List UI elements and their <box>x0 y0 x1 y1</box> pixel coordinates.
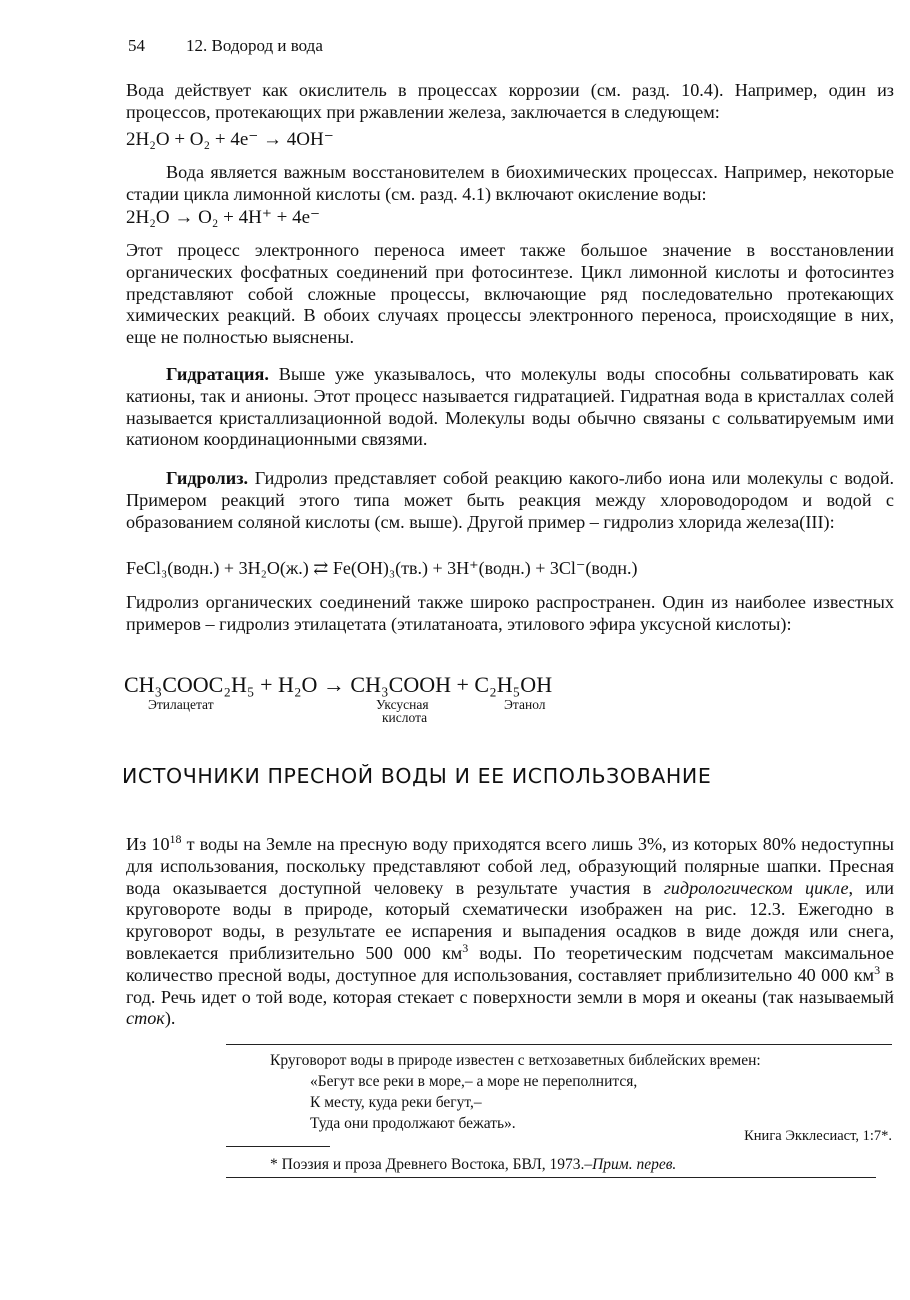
fresh-water-term-hydrologic-cycle: гидрологическом цикле <box>663 877 849 898</box>
paragraph-reducer: Вода является важным восстановителем в биохимических процессах. Например, некоторые стадии цикла лимонной кислоты (см. разд. 4.1) включают окисление воды: <box>126 162 894 204</box>
equation-iron-chloride-hydrolysis: FeCl₃(водн.) + 3H₂O(ж.) ⇄ Fe(OH)₃(тв.) + 3H⁺(водн.) + 3Cl⁻(водн.) <box>126 558 638 578</box>
fresh-water-text-h: ). <box>164 1008 176 1029</box>
fresh-water-sup-d: 3 <box>462 940 469 955</box>
equation-corrosion: 2H₂O + O₂ + 4e⁻ → 4OH⁻ <box>126 129 334 150</box>
paragraph-hydrolysis <box>126 468 894 533</box>
epigraph-line-1: «Бегут все реки в море,– а море не переполнится, <box>310 1073 638 1090</box>
epigraph-line-2: К месту, куда реки бегут,– <box>310 1094 482 1111</box>
fresh-water-term-runoff: сток <box>126 1008 165 1029</box>
paragraph-organic-hydrolysis: Гидролиз органических соединений также широко распространен. Один из наиболее известных примеров – гидролиз этилацетата (этилатаноата, этилового эфира уксусной кислоты): <box>126 592 894 634</box>
paragraph-corrosion: Вода действует как окислитель в процессах коррозии (см. разд. 10.4). Например, один из процессов, протекающих при ржавлении железа, заключается в следующем: <box>126 80 894 122</box>
fresh-water-text-a: Из 10 <box>126 834 170 854</box>
fresh-water-text-e: воды. По теоретическим подсчетам максимальное количество пресной воды, доступное для использования, составляет приблизительно 40 000 км <box>126 942 894 985</box>
fresh-water-text-d: , или круговороте воды в природе, который схематически изображен на рис. 12.3. Ежегодно в круговорот воды, в результате ее испарения и выпадения осадков в виде дождя или снега, вовлекается приблизительно 500 000 км <box>126 877 895 963</box>
equation-ethyl-acetate-hydrolysis: CH₃COOC₂H₅ + H₂O → CH₃COOH + C₂H₅OH <box>124 672 553 697</box>
epigraph-top-rule <box>226 1044 892 1045</box>
label-acetic-acid-line2: кислота <box>382 710 428 725</box>
fresh-water-sup-e: 3 <box>874 962 881 977</box>
running-title: 12. Водород и вода <box>186 36 323 55</box>
hydration-text: Выше уже указывалось, что молекулы воды способны сольватировать как катионы, так и анионы. Этот процесс называется гидратацией. Гидратная вода в кристаллах солей называется кристаллизационной водой. Молекулы воды обычно связаны с сольватируемым ими катионом координационными связями. <box>126 364 894 450</box>
footnote <box>270 1154 676 1175</box>
fresh-water-text-b: т воды на Земле на пресную воду приходятся всего лишь 3%, из которых 80% недоступны для использования, поскольку представляют собой лед, образующий полярные шапки. Пресная вода оказывается доступной человеку в результате участия в <box>126 834 894 898</box>
fresh-water-text-f: в год. Речь идет о той воде, которая стекает с поверхности земли в моря и океаны (так называемый <box>126 964 895 1007</box>
epigraph-bottom-rule <box>226 1177 876 1178</box>
fresh-water-sup-a: 18 <box>169 831 182 846</box>
epigraph-line-3: Туда они продолжают бежать». <box>310 1115 516 1132</box>
equation-water-oxidation: 2H₂O → O₂ + 4H⁺ + 4e⁻ <box>126 207 321 228</box>
label-acetic-acid-line1: Уксусная <box>376 697 429 712</box>
footnote-text: * Поэзия и проза Древнего Востока, БВЛ, 1973.– <box>270 1156 593 1173</box>
hydrolysis-text: Гидролиз представляет собой реакцию какого-либо иона или молекулы с водой. Примером реакций этого типа может быть реакция между хлороводородом и водой с образованием соляной кислоты (см. выше). Другой пример – гидролиз хлорида железа(III): <box>126 468 894 532</box>
paragraph-electron-transfer: Этот процесс электронного переноса имеет также большое значение в восстановлении органических фосфатных соединений при фотосинтезе. Цикл лимонной кислоты и фотосинтез представляют собой сложные процессы, включающие ряд последовательно протекающих химических реакций. В обоих случаях процессы электронного переноса, происходящие в них, еще не полностью выяснены. <box>126 240 894 348</box>
hydration-title: Гидратация. <box>166 364 269 384</box>
running-header <box>128 36 323 56</box>
page-number: 54 <box>128 36 145 55</box>
label-ethanol: Этанол <box>504 697 546 712</box>
epigraph-intro: Круговорот воды в природе известен с ветхозаветных библейских времен: <box>270 1052 761 1069</box>
label-ethyl-acetate: Этилацетат <box>148 697 214 712</box>
paragraph-fresh-water <box>126 831 895 1030</box>
footnote-separator <box>226 1146 330 1147</box>
footnote-translator-note: Прим. перев. <box>592 1156 677 1173</box>
paragraph-hydration <box>126 364 894 451</box>
hydrolysis-title: Гидролиз. <box>166 468 249 488</box>
epigraph-source: Книга Экклесиаст, 1:7*. <box>744 1128 892 1144</box>
section-heading: ИСТОЧНИКИ ПРЕСНОЙ ВОДЫ И ЕЕ ИСПОЛЬЗОВАНИЕ <box>122 764 712 788</box>
